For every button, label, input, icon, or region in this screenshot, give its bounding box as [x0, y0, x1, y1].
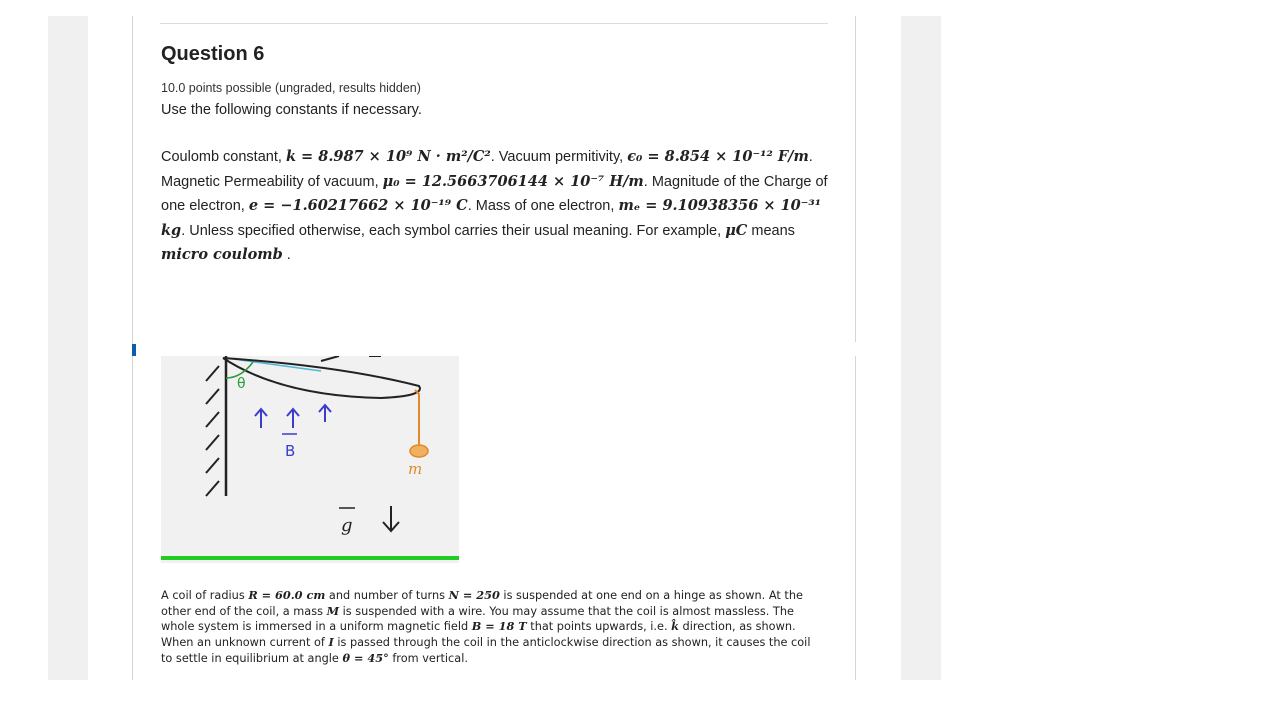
field-value: B = 18 T — [471, 619, 527, 634]
b-field-arrows-icon — [255, 405, 331, 428]
left-gutter — [48, 16, 88, 680]
theta-label: θ — [237, 376, 246, 392]
gravity-arrow-icon — [383, 506, 399, 531]
g-label: g — [341, 515, 353, 536]
coil-diagram-svg — [161, 356, 459, 563]
desc-text-2: and number of turns — [325, 589, 449, 602]
ground-line — [161, 556, 459, 560]
unless-text: . Unless specified otherwise, each symbol carries their usual meaning. For example, — [181, 222, 722, 239]
mass-bob — [410, 445, 428, 457]
angle-value: θ = 45° — [342, 650, 389, 665]
b-label: B — [285, 442, 296, 460]
coil-ellipse — [223, 358, 420, 398]
current-symbol: I — [328, 635, 334, 650]
coil-arrow-icon — [321, 356, 339, 361]
turns-value: N = 250 — [448, 588, 500, 602]
mass-string — [415, 390, 419, 446]
epsilon-value: ϵ₀ = 8.854 × 10⁻¹² F/m — [627, 148, 809, 165]
mu-value: μ₀ = 12.5663706144 × 10⁻⁷ H/m — [382, 172, 644, 190]
charge-label: . Magnitude of the Charge of one electron, — [161, 173, 828, 214]
charge-value: e = −1.60217662 × 10⁻¹⁹ C — [248, 197, 468, 214]
desc-text-5: that points upwards, i.e. — [526, 620, 672, 634]
question-title: Question 6 — [161, 43, 265, 65]
micro-word: micro coulomb — [161, 246, 283, 263]
mass-label: m — [408, 460, 423, 478]
problem-description — [161, 588, 821, 667]
mu-label: . Magnetic Permeability of vacuum, — [161, 149, 813, 190]
desc-text-7: is passed through the coil in the anticlockwise direction as shown, it causes the coil to settle in equilibrium at angle — [161, 636, 811, 665]
desc-text-1: A coil of radius — [161, 589, 249, 602]
content-border-right — [855, 16, 856, 342]
desc-text-4: is suspended with a wire. You may assume that the coil is almost massless. The whole system is immersed in a uniform magnetic field — [161, 604, 794, 634]
radius-value: R = 60.0 cm — [248, 588, 326, 602]
period: . — [286, 247, 291, 263]
constants-paragraph — [161, 145, 831, 268]
coil-diagram — [161, 356, 459, 563]
micro-symbol: μC — [725, 221, 748, 239]
mass-value: mₑ = 9.10938356 × 10⁻³¹ kg — [161, 197, 822, 239]
desc-text-8: from vertical. — [388, 651, 468, 665]
coulomb-value: k = 8.987 × 10⁹ N · m²/C² — [285, 148, 491, 165]
points-possible: 10.0 points possible (ungraded, results hidden) — [161, 81, 421, 95]
top-divider — [160, 23, 828, 24]
coulomb-label: Coulomb constant, — [161, 149, 282, 165]
right-gutter — [901, 16, 941, 680]
means-text: means — [751, 222, 795, 239]
desc-text-3: is suspended at one end on a hinge as shown. At the other end of the coil, a mass — [161, 589, 803, 618]
vacuum-perm-label: . Vacuum permitivity, — [490, 149, 624, 165]
bookmark-marker[interactable] — [132, 344, 136, 356]
wall-hatching — [206, 366, 219, 496]
content-border-right-lower — [855, 356, 856, 680]
mass-symbol: M — [326, 603, 340, 618]
desc-text-6: direction, as shown. When an unknown current of — [161, 620, 796, 650]
k-hat-symbol: k̂ — [671, 619, 679, 634]
mass-label: . Mass of one electron, — [467, 198, 615, 214]
constants-intro: Use the following constants if necessary. — [161, 102, 422, 118]
